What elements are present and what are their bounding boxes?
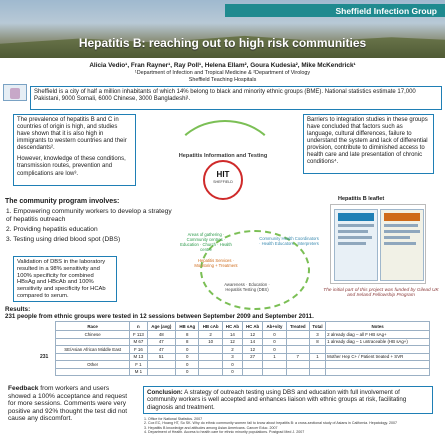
feedback-body: from workers and users showed a 100% acceptance and request for more sessions. Comments were very positive and 92% thought the test did not cause any discomfort. (8, 385, 128, 423)
cell: 0 (176, 353, 199, 361)
cell: Chinese (56, 331, 130, 339)
col-header: HC Ab (243, 322, 263, 331)
table-row (56, 353, 430, 361)
leaflet-title: Hepatitis B leaflet (338, 196, 385, 202)
cell: 0 (263, 346, 287, 354)
cell: 12 (243, 346, 263, 354)
feedback-text (8, 385, 133, 423)
conclusion-lead: Conclusion: (147, 389, 183, 396)
cell (286, 338, 309, 346)
funding-note: The initial part of this project was funded by Gilead UK and Ireland Fellowship Program (323, 288, 439, 298)
cell: 2 (199, 331, 222, 339)
cell: 1 (309, 353, 325, 361)
cycle-node-coordinators: Community Health Coordinators · Health Educators · Interpreters (259, 236, 319, 246)
cycle-node-gathering: Areas of gathering · Community centres · Education · Church · Health centre (180, 232, 232, 252)
col-header: n (130, 322, 147, 331)
cell: M 67 (130, 338, 147, 346)
program-title: The community program involves: (5, 198, 120, 205)
cell (263, 361, 287, 369)
program-item: 3. Testing using dried blood spot (DBS) (6, 235, 121, 243)
cell: M 13 (130, 353, 147, 361)
cell (56, 353, 130, 361)
conclusion-box (143, 386, 433, 414)
hospital-name: Sheffield Teaching Hospitals (188, 77, 257, 83)
prevalence-paragraph-1: The prevalence of hepatitis B and C in countries of origin is high, and studies have shown that it is also high in immigrants to western countries and their descendants². (17, 117, 127, 152)
col-header: HB cAb (199, 322, 222, 331)
cell (286, 331, 309, 339)
map-thumbnail (3, 84, 27, 101)
cell: 14 (222, 331, 242, 339)
cell (243, 368, 263, 376)
cell (56, 338, 130, 346)
col-header: Total (309, 322, 325, 331)
reference-item: 3. Hepatitis B knowledge and attitudes among Asian Americans. Cancer Educ. 2007 (144, 425, 278, 430)
cell (326, 361, 430, 369)
cell: 14 (243, 338, 263, 346)
cell (263, 368, 287, 376)
cycle-node-services: Hepatitis Services · Monitoring + Treatment (194, 258, 238, 268)
cell: F 1 (130, 361, 147, 369)
cell: 0 (176, 361, 199, 369)
cell (286, 361, 309, 369)
cell: 7 (286, 353, 309, 361)
cell: 12 (243, 331, 263, 339)
table-row (56, 361, 430, 369)
feedback-lead: Feedback (8, 385, 39, 392)
col-header: Age (avg) (147, 322, 176, 331)
cell: F 113 (130, 331, 147, 339)
validation-box: Validation of DBS in the laboratory resulted in a 98% sensitivity and 100% specificity for combined HBsAg and HBcAb and 100% sensitivity and specificity for HCAb compared to serum. (13, 256, 117, 302)
cell: 0 (222, 361, 242, 369)
table-header-row (56, 322, 430, 331)
cell: 0 (176, 368, 199, 376)
cell: 2 already diag – all F HB sAg+ (326, 331, 430, 339)
cell: 3 (309, 331, 325, 339)
cell: 2 (222, 346, 242, 354)
cell: 0 (263, 331, 287, 339)
program-item: 2. Providing hepatitis education (6, 225, 98, 233)
barriers-box: Barriers to integration studies in these groups have concluded that factors such as language, cultural differences, failure to understand the system and lack of differential provision, contribute to diminished access to health care and late presentation of chronic conditions⁴. (303, 114, 434, 174)
hit-logo: HIT (216, 170, 230, 179)
program-item: 1. Empowering community workers to develop a strategy of hepatitis outreach (6, 208, 172, 223)
reference-item: 1. Office for National Statistics. 2007 (144, 417, 203, 421)
intro-box: Sheffield is a city of half a million inhabitants of which 14% belong to black and minority ethnic groups (BME). National statistics estimate 17,000 Pakistani, 9000 Somali, 6000 Chinese, 3000 Bangladeshi¹. (30, 86, 442, 110)
cell: 0 (222, 368, 242, 376)
cell (56, 368, 130, 376)
table-row (56, 368, 430, 376)
results-subtitle: 231 people from ethnic groups were tested in 12 sessions between September 2009 and September 2011. (5, 313, 314, 320)
results-total: 231 (40, 354, 49, 360)
table-row (56, 331, 430, 339)
program-list (6, 208, 176, 246)
col-header: Notes (326, 322, 430, 331)
cell: 51 (147, 353, 176, 361)
hit-logo-sub: SHEFFIELD (213, 180, 233, 184)
cell (199, 368, 222, 376)
cell (199, 346, 222, 354)
leaflet-image (330, 204, 426, 284)
col-header: HB sAg (176, 322, 199, 331)
cell: 0 (263, 338, 287, 346)
cell (286, 368, 309, 376)
cell: F 16 (130, 346, 147, 354)
results-title: Results: (5, 306, 31, 313)
affiliations: ¹Department of Infection and Tropical Medicine & ²Department of Virology (134, 70, 311, 76)
reference-item: 4. Department of Health. Access to health care for ethnic minority populations. Postgrad Med J. 2007 (144, 429, 305, 434)
cell (243, 361, 263, 369)
prevalence-box (13, 114, 136, 186)
table-row (56, 346, 430, 354)
cell: 27 (243, 353, 263, 361)
cell (147, 361, 176, 369)
cell (286, 346, 309, 354)
col-header: HC Ab (222, 322, 242, 331)
table-row (56, 338, 430, 346)
reference-item: 2. Cox EC, Hoang HT, So SK. Why do ethnic community women fail to know about hepatitis B: a cross-sectional study of Asians in California. Hepatology. 2007 (144, 421, 398, 426)
col-header: Ab+vity (263, 322, 287, 331)
cycle-node-awareness: Awareness · Education · Hepatitis Testing (DBS) (224, 282, 270, 292)
cell: 48 (147, 331, 176, 339)
cell: 1 already diag – 1 untraceable (HB sAg+) (326, 338, 430, 346)
cell (309, 368, 325, 376)
conclusion-body: A strategy of outreach testing using DBS and education with full involvement of community workers is well accepted and enhances liaison with ethnic groups at risk, facilitating diagnosis and treatment. (147, 389, 407, 411)
col-header: Race (56, 322, 130, 331)
prevalence-paragraph-2: However, knowledge of these conditions, transmission routes, prevention and complications are low³. (17, 156, 126, 177)
cell: 8 (176, 338, 199, 346)
cell (147, 368, 176, 376)
diagram-label: Hepatitis Information and Testing (178, 153, 268, 159)
cell: 1 (263, 353, 287, 361)
cell (199, 353, 222, 361)
cell: 8 (176, 331, 199, 339)
cell (309, 361, 325, 369)
cell: 47 (147, 346, 176, 354)
header-banner (0, 0, 445, 58)
authors: Alicia Vedio¹, Fran Rayner¹, Ray Poll¹, Helena Ellam², Goura Kudesia², Mike McKendrick¹ (89, 62, 356, 69)
references (144, 417, 434, 434)
cell (326, 368, 430, 376)
cell: 0 (176, 346, 199, 354)
cell: SE/Asian African Middle East (56, 346, 130, 354)
poster-title: Hepatitis B: reaching out to high risk communities (78, 36, 367, 50)
cell: M 1 (130, 368, 147, 376)
cell: 3 (222, 353, 242, 361)
cell: 8 (309, 338, 325, 346)
cell: 10 (199, 338, 222, 346)
cell (326, 346, 430, 354)
cell: Other (56, 361, 130, 369)
col-header: Treated (286, 322, 309, 331)
cell: 47 (147, 338, 176, 346)
results-table (55, 321, 430, 376)
cell (199, 361, 222, 369)
cell: 12 (222, 338, 242, 346)
org-name: Sheffield Infection Group (225, 4, 445, 17)
cell (309, 346, 325, 354)
cell: Mother Hep C+ / Patient treated + SVR (326, 353, 430, 361)
